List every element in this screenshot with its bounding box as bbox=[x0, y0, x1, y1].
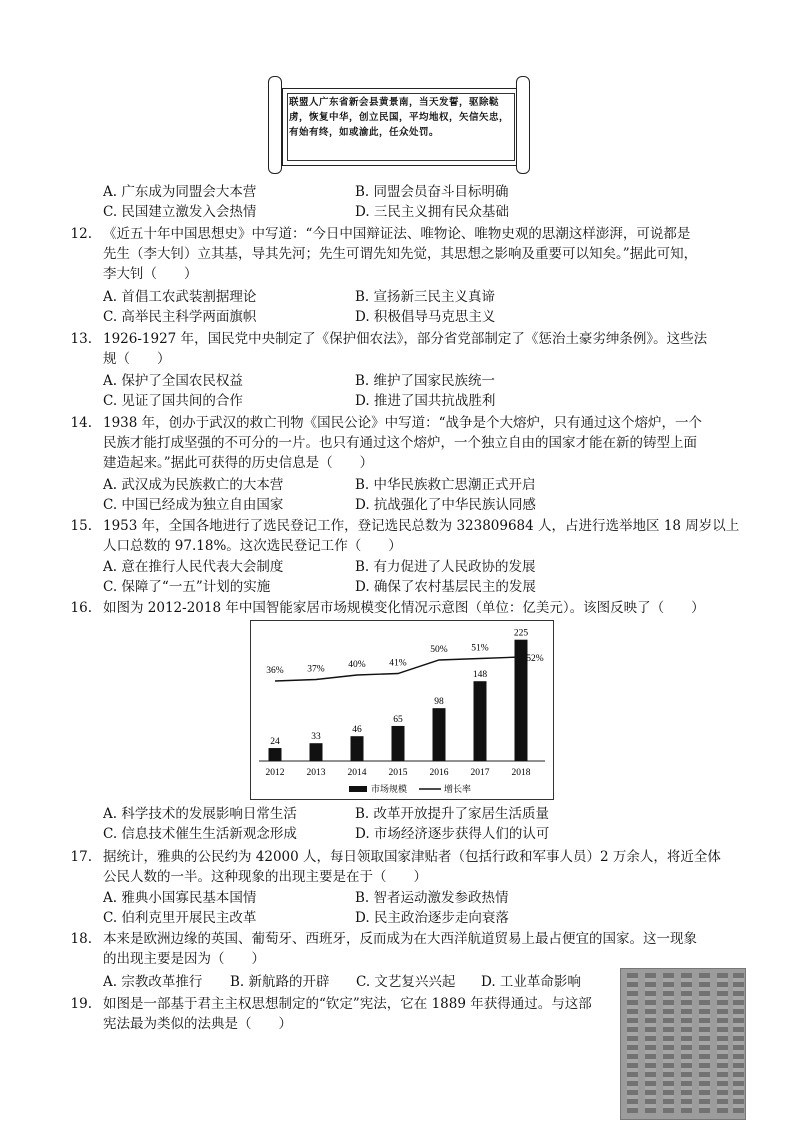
q18-number: 18. bbox=[70, 931, 92, 947]
legend-line-label: 增长率 bbox=[444, 785, 472, 795]
smart-home-market-chart bbox=[250, 620, 554, 800]
scroll-body bbox=[282, 88, 520, 166]
q13-stem-line: 1926-1927 年，国民党中央制定了《保护佃农法》，部分省党部制定了《惩治土豪劣绅条例》。这些法 bbox=[103, 331, 708, 347]
bar-value-label: 148 bbox=[472, 670, 488, 681]
q18-stem-line: 的出现主要是因为（ ） bbox=[103, 951, 265, 967]
q18-option-d[interactable]: D. 工业革命影响 bbox=[481, 974, 581, 990]
chart-svg bbox=[251, 621, 553, 799]
q19-stem-line: 宪法最为类似的法典是（ ） bbox=[103, 1016, 292, 1032]
q15-option-c[interactable]: C. 保障了“一五”计划的实施 bbox=[103, 579, 271, 595]
legend-bar-swatch bbox=[349, 786, 367, 792]
q17-stem-line: 据统计，雅典的公民约为 42000 人，每日领取国家津贴者（包括行政和军事人员）2 万余人，将近全体 bbox=[103, 849, 721, 865]
q11-option-a[interactable]: A. 广东成为同盟会大本营 bbox=[103, 184, 257, 200]
q15-option-a[interactable]: A. 意在推行人民代表大会制度 bbox=[103, 559, 284, 575]
q14-option-a[interactable]: A. 武汉成为民族救亡的大本营 bbox=[103, 477, 284, 493]
x-tick-label: 2012 bbox=[265, 768, 285, 778]
bar-2013 bbox=[310, 743, 323, 761]
bar-value-label: 33 bbox=[311, 732, 321, 743]
q14-stem-line: 建造起来。”据此可获得的历史信息是（ ） bbox=[103, 455, 374, 471]
q13-number: 13. bbox=[70, 331, 92, 347]
q14-option-b[interactable]: B. 中华民族救亡思潮正式开启 bbox=[355, 477, 536, 493]
bar-2017 bbox=[474, 681, 487, 761]
q16-option-d[interactable]: D. 市场经济逐步获得人们的认可 bbox=[355, 826, 550, 842]
bar-2014 bbox=[351, 736, 364, 761]
q13-stem-line: 规（ ） bbox=[103, 351, 171, 367]
growth-rate-label: 52% bbox=[526, 654, 544, 664]
q12-option-b[interactable]: B. 宣扬新三民主义真谛 bbox=[355, 289, 496, 305]
q12-stem-line: 先生（李大钊）立其基，导其先河；先生可谓先知先觉，其思想之影响及重要可以知矣。”据此可知， bbox=[103, 246, 698, 262]
q18-stem-line: 本来是欧洲边缘的英国、葡萄牙、西班牙，反而成为在大西洋航道贸易上最占便宜的国家。这一现象 bbox=[103, 931, 697, 947]
x-tick-label: 2016 bbox=[429, 768, 449, 778]
bar-2012 bbox=[269, 748, 282, 761]
q15-option-d[interactable]: D. 确保了农村基层民主的发展 bbox=[355, 579, 536, 595]
q11-option-d[interactable]: D. 三民主义拥有民众基础 bbox=[355, 204, 509, 220]
q14-stem-line: 1938 年，创办于武汉的救亡刊物《国民公论》中写道：“战争是个大熔炉，只有通过这个熔炉，一个 bbox=[103, 415, 703, 431]
q12-option-a[interactable]: A. 首倡工农武装割据理论 bbox=[103, 289, 257, 305]
q16-stem-line: 如图为 2012-2018 年中国智能家居市场规模变化情况示意图（单位：亿美元）。该图反映了（ ） bbox=[103, 600, 705, 616]
q15-stem-line: 人口总数的 97.18%。这次选民登记工作（ ） bbox=[103, 538, 402, 554]
growth-rate-label: 40% bbox=[348, 660, 366, 670]
q17-number: 17. bbox=[70, 849, 92, 865]
q18-option-a[interactable]: A. 宗教改革推行 bbox=[103, 974, 203, 990]
q12-stem-line: 《近五十年中国思想史》中写道：“今日中国辩证法、唯物论、唯物史观的思潮这样澎湃，可说都是 bbox=[103, 226, 691, 242]
q18-option-b[interactable]: B. 新航路的开辟 bbox=[230, 974, 330, 990]
q14-stem-line: 民族才能打成坚强的不可分的一片。也只有通过这个熔炉，一个独立自由的国家才能在新的铸型上面 bbox=[103, 435, 697, 451]
q17-stem-line: 公民人数的一半。这种现象的出现主要是在于（ ） bbox=[103, 869, 427, 885]
q13-option-c[interactable]: C. 见证了国共间的合作 bbox=[103, 393, 243, 409]
q15-number: 15. bbox=[70, 518, 92, 534]
q15-option-b[interactable]: B. 有力促进了人民政协的发展 bbox=[355, 559, 536, 575]
scroll-roll-right bbox=[516, 76, 530, 174]
legend-bar-label: 市场规模 bbox=[371, 785, 408, 795]
bar-value-label: 46 bbox=[352, 725, 362, 736]
q19-number: 19. bbox=[70, 996, 92, 1012]
q12-number: 12. bbox=[70, 226, 92, 242]
q12-option-d[interactable]: D. 积极倡导马克思主义 bbox=[355, 309, 496, 325]
growth-rate-label: 37% bbox=[307, 664, 325, 675]
scroll-text: 联盟人广东省新会县黄景南，当天发誓，驱除鞑虏，恢复中华，创立民国，平均地权，矢信矢忠，有始有终，如或渝此，任众处罚。 bbox=[289, 97, 510, 138]
bar-value-label: 225 bbox=[513, 628, 529, 639]
q13-option-a[interactable]: A. 保护了全国农民权益 bbox=[103, 373, 243, 389]
q17-option-b[interactable]: B. 智者运动激发参政热情 bbox=[355, 890, 509, 906]
q13-option-d[interactable]: D. 推进了国共抗战胜利 bbox=[355, 393, 496, 409]
q18-option-c[interactable]: C. 文艺复兴兴起 bbox=[356, 974, 456, 990]
q17-option-a[interactable]: A. 雅典小国寡民基本国情 bbox=[103, 890, 257, 906]
q16-option-c[interactable]: C. 信息技术催生生活新观念形成 bbox=[103, 826, 297, 842]
x-tick-label: 2018 bbox=[511, 768, 531, 778]
q13-option-b[interactable]: B. 维护了国家民族统一 bbox=[355, 373, 496, 389]
x-tick-label: 2014 bbox=[347, 768, 367, 778]
bar-value-label: 24 bbox=[270, 737, 280, 748]
q16-number: 16. bbox=[70, 600, 92, 616]
q17-option-c[interactable]: C. 伯利克里开展民主改革 bbox=[103, 910, 257, 926]
growth-rate-label: 51% bbox=[471, 643, 489, 654]
q16-option-a[interactable]: A. 科学技术的发展影响日常生活 bbox=[103, 806, 297, 822]
q15-stem-line: 1953 年，全国各地进行了选民登记工作，登记选民总数为 323809684 人，占进行选举地区 18 周岁以上 bbox=[103, 518, 740, 534]
q12-stem-line: 李大钊（ ） bbox=[103, 266, 198, 282]
q14-option-d[interactable]: D. 抗战强化了中华民族认同感 bbox=[355, 497, 536, 513]
scroll-roll-left bbox=[268, 76, 282, 174]
bar-2015 bbox=[392, 726, 405, 761]
bar-value-label: 65 bbox=[393, 714, 403, 725]
q11-option-c[interactable]: C. 民国建立激发入会热情 bbox=[103, 204, 257, 220]
bar-value-label: 98 bbox=[434, 697, 444, 708]
growth-rate-label: 50% bbox=[430, 645, 448, 655]
q19-stem-line: 如图是一部基于君主主权思想制定的“钦定”宪法，它在 1889 年获得通过。与这部 bbox=[103, 996, 592, 1012]
constitution-document-photo bbox=[620, 968, 746, 1120]
growth-rate-label: 36% bbox=[266, 666, 284, 676]
x-tick-label: 2015 bbox=[388, 768, 408, 778]
oath-scroll-image bbox=[268, 76, 530, 174]
q16-option-b[interactable]: B. 改革开放提升了家居生活质量 bbox=[355, 806, 550, 822]
q14-option-c[interactable]: C. 中国已经成为独立自由国家 bbox=[103, 497, 284, 513]
q12-option-c[interactable]: C. 高举民主科学两面旗帜 bbox=[103, 309, 257, 325]
x-tick-label: 2013 bbox=[306, 768, 326, 778]
q14-number: 14. bbox=[70, 415, 92, 431]
bar-2016 bbox=[433, 708, 446, 761]
growth-rate-label: 41% bbox=[389, 658, 407, 669]
q17-option-d[interactable]: D. 民主政治逐步走向衰落 bbox=[355, 910, 509, 926]
x-tick-label: 2017 bbox=[470, 768, 490, 778]
q11-option-b[interactable]: B. 同盟会员奋斗目标明确 bbox=[355, 184, 509, 200]
